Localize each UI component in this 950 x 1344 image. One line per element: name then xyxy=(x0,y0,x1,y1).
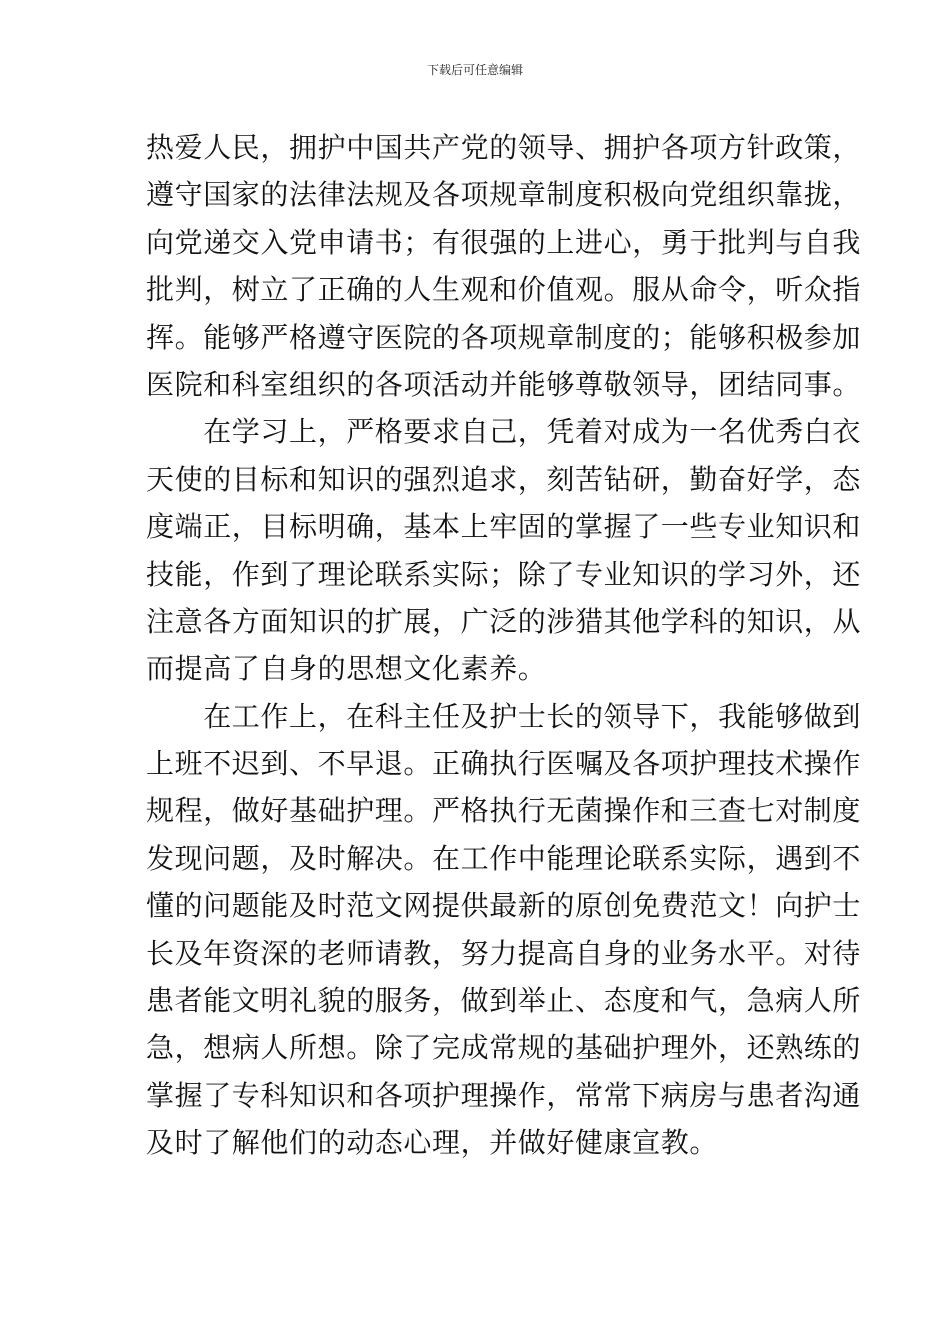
text-line: 注意各方面知识的扩展，广泛的涉猎其他学科的知识，从 xyxy=(146,604,862,638)
text-line: 度端正，目标明确，基本上牢固的掌握了一些专业知识和 xyxy=(146,510,862,544)
text-line: 向党递交入党申请书；有很强的上进心，勇于批判与自我 xyxy=(146,225,862,259)
text-line: 批判，树立了正确的人生观和价值观。服从命令，听众指 xyxy=(146,273,862,307)
text-line: 规程，做好基础护理。严格执行无菌操作和三查七对制度 xyxy=(146,794,862,828)
body-text xyxy=(146,124,862,1167)
text-line: 天使的目标和知识的强烈追求，刻苦钻研，勤奋好学，态 xyxy=(146,462,862,496)
text-line: 遵守国家的法律法规及各项规章制度积极向党组织靠拢， xyxy=(146,178,862,212)
page-header: 下载后可任意编辑 xyxy=(426,63,523,77)
text-line: 及时了解他们的动态心理，并做好健康宣教。 xyxy=(146,1126,719,1160)
text-line: 医院和科室组织的各项活动并能够尊敬领导，团结同事。 xyxy=(146,367,862,401)
text-line: 在工作上，在科主任及护士长的领导下，我能够做到 xyxy=(146,699,862,733)
text-line: 在学习上，严格要求自己，凭着对成为一名优秀白衣 xyxy=(146,415,862,449)
text-line: 上班不迟到、不早退。正确执行医嘱及各项护理技术操作 xyxy=(146,747,862,781)
text-line: 患者能文明礼貌的服务，做到举止、态度和气，急病人所 xyxy=(146,984,862,1018)
text-line: 而提高了自身的思想文化素养。 xyxy=(146,652,547,686)
text-line: 掌握了专科知识和各项护理操作，常常下病房与患者沟通 xyxy=(146,1078,862,1112)
text-line: 急，想病人所想。除了完成常规的基础护理外，还熟练的 xyxy=(146,1031,862,1065)
text-line: 挥。能够严格遵守医院的各项规章制度的；能够积极参加 xyxy=(146,320,862,354)
text-line: 热爱人民，拥护中国共产党的领导、拥护各项方针政策， xyxy=(146,131,862,164)
text-line: 发现问题，及时解决。在工作中能理论联系实际，遇到不 xyxy=(146,841,862,875)
text-line: 懂的问题能及时范文网提供最新的原创免费范文！向护士 xyxy=(146,889,862,923)
text-line: 长及年资深的老师请教，努力提高自身的业务水平。对待 xyxy=(146,936,862,970)
text-line: 技能，作到了理论联系实际；除了专业知识的学习外，还 xyxy=(146,557,862,591)
